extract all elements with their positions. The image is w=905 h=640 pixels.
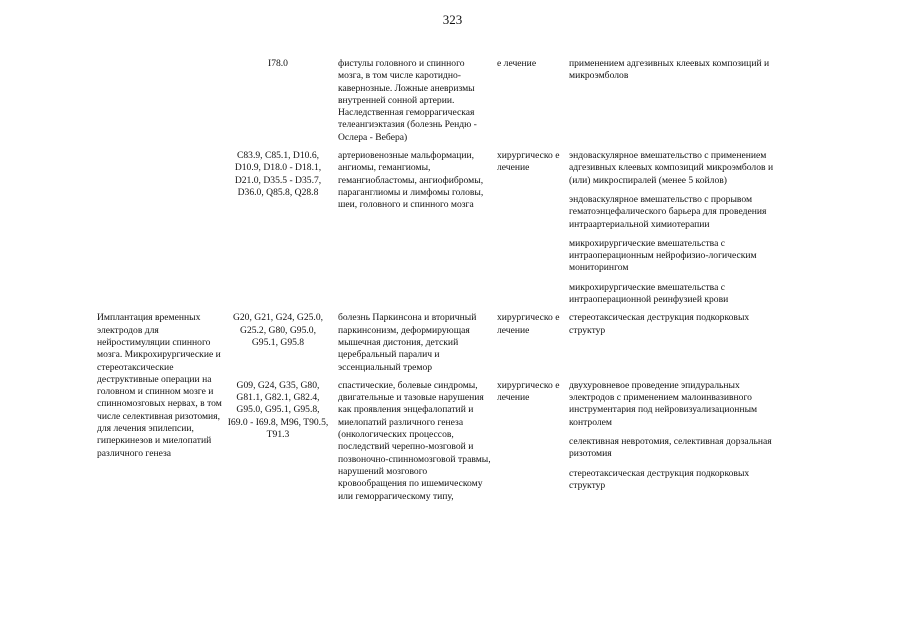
methods-cell	[565, 150, 777, 306]
table-row	[97, 312, 777, 373]
method-item: микрохирургические вмешательства с интраоперационной реинфузией крови	[569, 281, 729, 306]
group-cell: Имплантация временных электродов для нейростимуляции спинного мозга. Микрохирургические и стереотаксические деструктивные операции на головном и спинном мозге и спинномозговых нервах, в том числе селективная ризотомия, для лечения эпилепсии, гиперкинезов и миелопатий различного генеза	[97, 312, 222, 459]
treatment-cell: хирургическо е лечение	[497, 312, 560, 336]
methods-cell	[565, 380, 777, 503]
methods-cell	[565, 58, 777, 144]
condition-cell: спастические, болевые синдромы, двигательные и тазовые нарушения как проявления энцефалопатий и миелопатий различного генеза (онкологических процессов, последствий черепно-мозговой и позвоночно-спинномозговой травмы, нарушений мозгового кровообращения по ишемическому или геморрагическому типу,	[338, 379, 491, 502]
page-number: 323	[442, 12, 463, 27]
group-cell	[97, 58, 226, 144]
methods-cell	[565, 312, 777, 373]
method-item: стереотаксическая деструкция подкорковых структур	[569, 467, 750, 491]
condition-cell: болезнь Паркинсона и вторичный паркинсонизм, деформирующая мышечная дистония, детский церебральный паралич и эссенциальный тремор	[338, 312, 477, 373]
table-row	[97, 58, 777, 144]
treatment-cell: е лечение	[497, 58, 537, 69]
codes-cell: G09, G24, G35, G80, G81.1, G82.1, G82.4, G95.0, G95.1, G95.8, I69.0 - I69.8, M96, T90.5, T91.3	[227, 379, 329, 441]
codes-cell: I78.0	[268, 58, 288, 69]
codes-cell: C83.9, C85.1, D10.6, D10.9, D18.0 - D18.1, D21.0, D35.5 - D35.7, D36.0, Q85.8, Q28.8	[234, 150, 322, 198]
treatment-cell: хирургическо е лечение	[497, 150, 560, 174]
condition-cell: артериовенозные мальформации, ангиомы, гемангиомы, гемангиобластомы, ангиофибромы, параганглиомы и лимфомы головы, шеи, головного и спинного мозга	[338, 150, 484, 211]
treatment-cell: хирургическо е лечение	[497, 379, 560, 404]
method-item: микрохирургические вмешательства с интраоперационным нейрофизио-логическим мониторингом	[569, 237, 757, 274]
table-row	[97, 150, 777, 306]
procedures-table	[97, 58, 777, 503]
method-item: селективная невротомия, селективная дорзальная ризотомия	[569, 436, 772, 460]
codes-cell: G20, G21, G24, G25.0, G25.2, G80, G95.0, G95.1, G95.8	[232, 312, 324, 348]
method-item: двухуровневое проведение эпидуральных электродов с применением малоинвазивного инструментария под нейровизуализационным контролем	[569, 379, 758, 428]
condition-cell: фистулы головного и спинного мозга, в том числе каротидно-кавернозные. Ложные аневризмы внутренней сонной артерии. Наследственная геморрагическая телеангиэктазия (болезнь Рендю - Ослера - Вебера)	[338, 58, 477, 143]
method-item: эндоваскулярное вмешательство с прорывом гематоэнцефалического барьера для проведения интраартериальной химиотерапии	[569, 193, 767, 230]
group-cell	[97, 150, 226, 306]
method-item: стереотаксическая деструкция подкорковых структур	[569, 312, 750, 336]
method-item: эндоваскулярное вмешательство с применением адгезивных клеевых композиций микроэмболов и (или) микроспиралей (менее 5 койлов)	[569, 150, 774, 186]
method-item: применением адгезивных клеевых композиций и микроэмболов	[569, 58, 770, 82]
